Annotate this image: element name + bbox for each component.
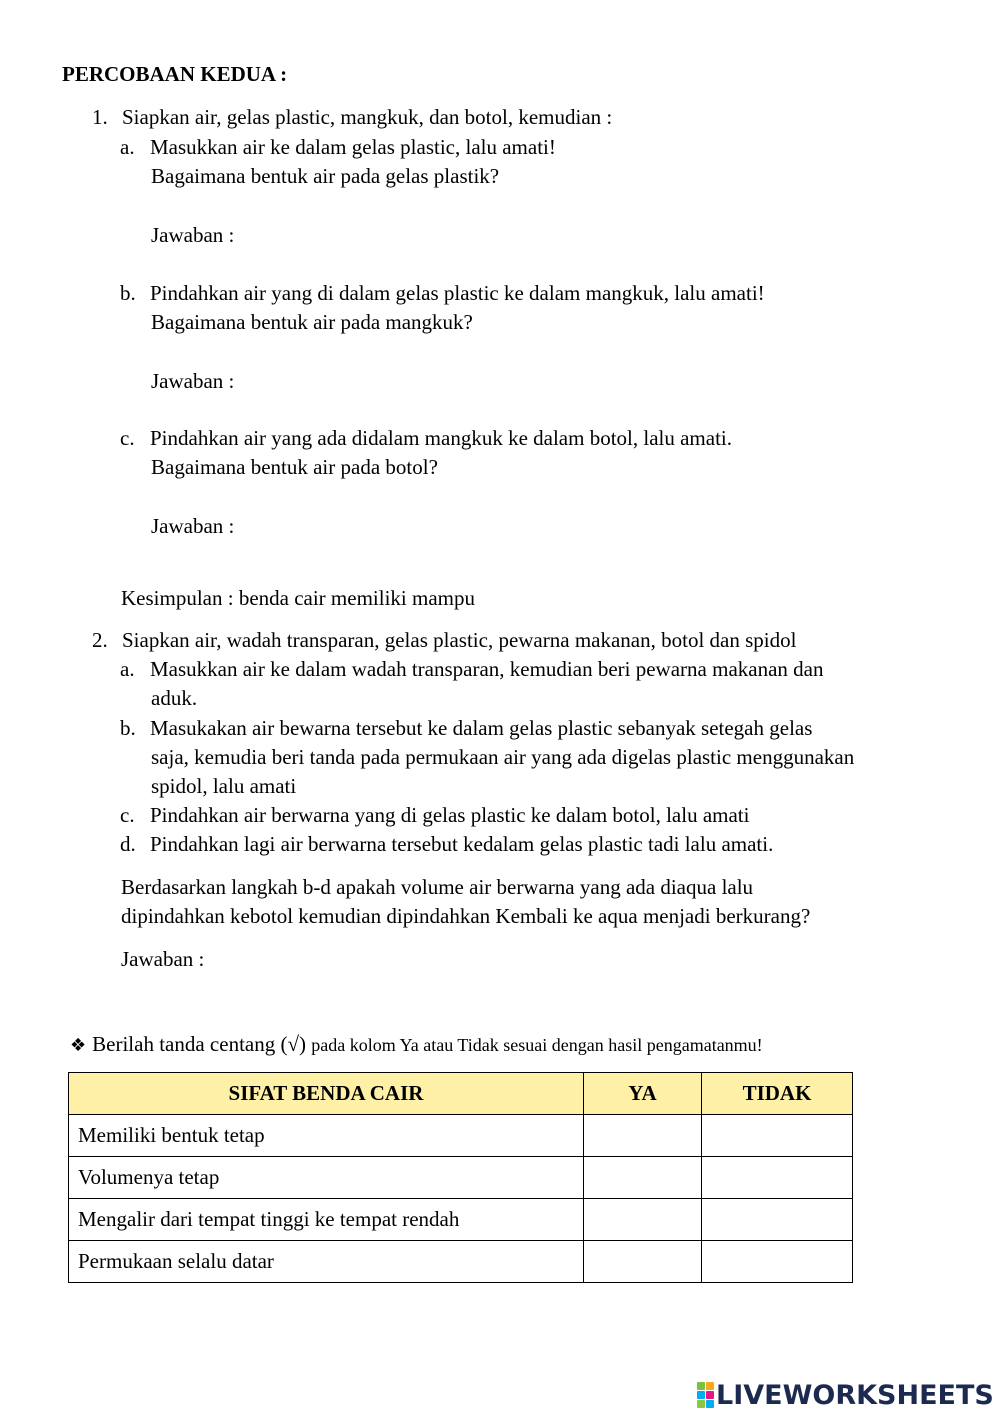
tidak-checkbox[interactable] (702, 1199, 853, 1241)
row-label: Volumenya tetap (69, 1157, 584, 1199)
liveworksheets-logo[interactable] (697, 1380, 994, 1410)
instruction-text-main: Berilah tanda centang (√) (92, 1032, 306, 1056)
exp2-question-line1: Berdasarkan langkah b-d apakah volume air berwarna yang ada diaqua lalu (121, 875, 754, 899)
answer-label: Jawaban : (121, 947, 205, 971)
row-label: Permukaan selalu datar (69, 1241, 584, 1283)
exp1-item-c-question: Bagaimana bentuk air pada botol? (151, 455, 438, 479)
answer-input-1b[interactable] (240, 372, 720, 394)
exp1-item-b-line1: Pindahkan air yang di dalam gelas plastic ke dalam mangkuk, lalu amati! (150, 281, 765, 305)
answer-input-1c[interactable] (240, 517, 720, 539)
page-title: PERCOBAAN KEDUA : (62, 62, 288, 86)
exp1-item-b-question: Bagaimana bentuk air pada mangkuk? (151, 310, 473, 334)
header-ya: YA (584, 1073, 702, 1115)
instruction-text-small: pada kolom Ya atau Tidak sesuai dengan hasil pengamatanmu! (311, 1035, 763, 1055)
exp2-item-d-line: Pindahkan lagi air berwarna tersebut kedalam gelas plastic tadi lalu amati. (150, 832, 774, 856)
ya-checkbox[interactable] (584, 1115, 702, 1157)
exp2-item-d (120, 834, 773, 855)
exp2-item-d-letter: d. (120, 832, 136, 856)
tidak-checkbox[interactable] (702, 1157, 853, 1199)
table-row (69, 1241, 853, 1283)
exp2-answer (121, 949, 690, 972)
exp2-item-b (120, 718, 812, 739)
exp1-item-a-line1: Masukkan air ke dalam gelas plastic, lalu amati! (150, 135, 556, 159)
tidak-checkbox[interactable] (702, 1115, 853, 1157)
header-tidak: TIDAK (702, 1073, 853, 1115)
exp1-item-c-line1: Pindahkan air yang ada didalam mangkuk ke dalam botol, lalu amati. (150, 426, 733, 450)
row-label: Memiliki bentuk tetap (69, 1115, 584, 1157)
answer-input-2[interactable] (210, 950, 690, 972)
exp2-item-b-line: saja, kemudia beri tanda pada permukaan air yang ada digelas plastic menggunakan (151, 745, 855, 769)
exp1-item-c-letter: c. (120, 426, 135, 450)
ya-checkbox[interactable] (584, 1199, 702, 1241)
logo-mark-icon (697, 1382, 714, 1408)
ya-checkbox[interactable] (584, 1241, 702, 1283)
exp2-question-line2: dipindahkan kebotol kemudian dipindahkan Kembali ke aqua menjadi berkurang? (121, 904, 811, 928)
sifat-table (68, 1072, 853, 1283)
diamond-bullet-icon: ❖ (70, 1035, 87, 1056)
row-label: Mengalir dari tempat tinggi ke tempat rendah (69, 1199, 584, 1241)
instruction (70, 1034, 763, 1055)
answer-label: Jawaban : (151, 514, 235, 538)
exp1-item-a-letter: a. (120, 135, 135, 159)
exp2-item-a (120, 659, 823, 680)
exp1-item-a-question: Bagaimana bentuk air pada gelas plastik? (151, 164, 500, 188)
exp1-intro-line (92, 107, 612, 128)
answer-input-1a[interactable] (240, 226, 720, 248)
exp1-conclusion (121, 588, 780, 611)
exp1-item-b-answer (151, 371, 720, 394)
exp2-item-b-line: spidol, lalu amati (151, 774, 297, 798)
answer-label: Jawaban : (151, 369, 235, 393)
ya-checkbox[interactable] (584, 1157, 702, 1199)
exp2-item-b-line: Masukakan air bewarna tersebut ke dalam gelas plastic sebanyak setegah gelas (150, 716, 813, 740)
answer-label: Jawaban : (151, 223, 235, 247)
exp2-item-c (120, 805, 749, 826)
exp1-item-b-letter: b. (120, 281, 136, 305)
exp2-item-a-letter: a. (120, 657, 135, 681)
tidak-checkbox[interactable] (702, 1241, 853, 1283)
exp1-conclusion-text: Kesimpulan : benda cair memiliki mampu (121, 586, 475, 610)
exp1-item-c-answer (151, 516, 720, 539)
exp1-item-b (120, 283, 765, 304)
exp2-number: 2. (92, 628, 108, 652)
exp1-intro: Siapkan air, gelas plastic, mangkuk, dan botol, kemudian : (122, 105, 613, 129)
table-row (69, 1199, 853, 1241)
exp2-item-c-letter: c. (120, 803, 135, 827)
exp2-item-b-letter: b. (120, 716, 136, 740)
exp1-number: 1. (92, 105, 108, 129)
exp1-item-a-answer (151, 225, 720, 248)
exp1-item-c (120, 428, 732, 449)
table-row (69, 1115, 853, 1157)
table-row (69, 1157, 853, 1199)
header-sifat: SIFAT BENDA CAIR (69, 1073, 584, 1115)
conclusion-input[interactable] (480, 589, 780, 611)
exp2-item-a-line: Masukkan air ke dalam wadah transparan, kemudian beri pewarna makanan dan (150, 657, 824, 681)
exp2-item-c-line: Pindahkan air berwarna yang di gelas plastic ke dalam botol, lalu amati (150, 803, 750, 827)
exp2-intro: Siapkan air, wadah transparan, gelas plastic, pewarna makanan, botol dan spidol (122, 628, 797, 652)
exp2-item-a-line: aduk. (151, 686, 198, 710)
exp2-intro-line (92, 630, 796, 651)
exp1-item-a (120, 137, 556, 158)
logo-text: LIVEWORKSHEETS (716, 1379, 994, 1411)
table-header-row (69, 1073, 853, 1115)
